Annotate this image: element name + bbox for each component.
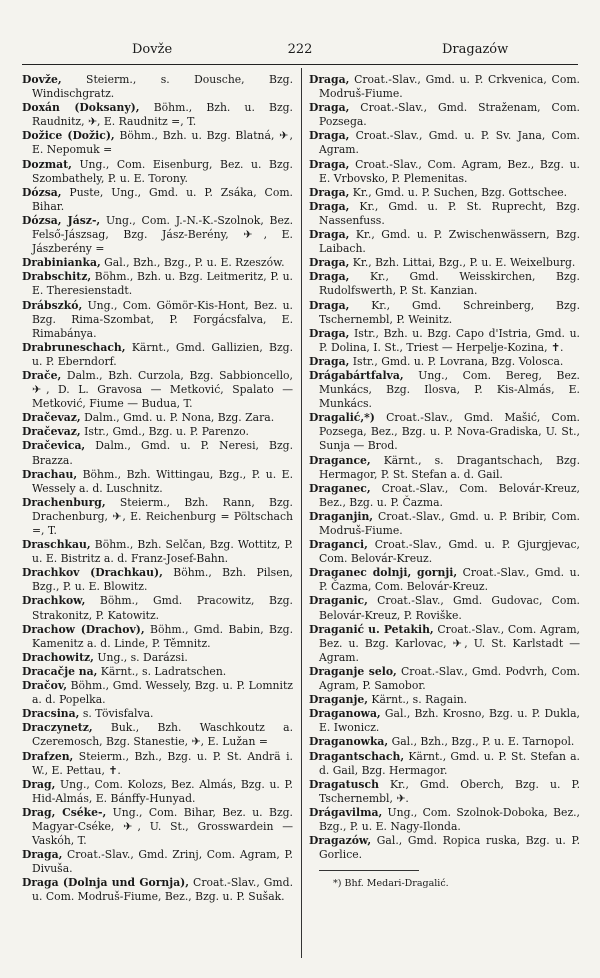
header-right-word: Dragazów xyxy=(442,42,509,57)
gazetteer-entry xyxy=(22,256,293,270)
entry-headword: Drafzen, xyxy=(22,749,74,763)
entry-headword: Dračov, xyxy=(22,679,67,693)
entry-headword: Draczynetz, xyxy=(22,721,93,735)
entry-headword: Drachowitz, xyxy=(22,650,94,664)
entry-description: Ung., Com. Bihar, Bez. u. Bzg. Magyar-Cséke, ✈, U. St., Grosswardein — Vaskóh, T. xyxy=(32,805,293,848)
entry-description: Böhm., Bzh. Pilsen, Bzg., P. u. E. Blowitz. xyxy=(32,566,293,594)
right-column-entries xyxy=(309,73,580,862)
entry-description: Croat.-Slav., Gmd. Mašić, Com. Pozsega, Bez., Bzg. u. P. Nova-Gradiska, U. St., Sunja — Brod. xyxy=(319,411,580,453)
gazetteer-entry xyxy=(309,129,580,157)
entry-description: Dalm., Gmd. u. P. Nona, Bzg. Zara. xyxy=(80,411,275,425)
entry-headword: Draganic, xyxy=(309,594,368,608)
gazetteer-entry xyxy=(22,594,293,622)
entry-headword: Draga, xyxy=(309,270,350,284)
gazetteer-entry xyxy=(309,256,580,270)
entry-headword: Draga, xyxy=(309,354,350,368)
gazetteer-entry xyxy=(309,228,580,256)
gazetteer-entry xyxy=(309,566,580,594)
entry-headword: Drágavilma, xyxy=(309,805,383,819)
right-column xyxy=(309,73,580,891)
entry-headword: Draganowka, xyxy=(309,735,389,749)
gazetteer-entry xyxy=(22,679,293,707)
gazetteer-entry xyxy=(22,439,293,467)
entry-headword: Draganec dolnji, gornji, xyxy=(309,566,458,580)
gazetteer-entry xyxy=(309,327,580,355)
entry-headword: Drachkow, xyxy=(22,594,86,608)
entry-headword: Dragatusch xyxy=(309,777,379,791)
entry-description: Böhm., Bzh. Wittingau, Bzg., P. u. E. Wessely a. d. Luschnitz. xyxy=(32,467,293,495)
gazetteer-entry xyxy=(22,411,293,425)
gazetteer-entry xyxy=(309,806,580,834)
entry-headword: Dragazów, xyxy=(309,834,372,848)
entry-description: Croat.-Slav., Gmd. u. P. Sv. Jana, Com. Agram. xyxy=(319,129,580,157)
gazetteer-entry xyxy=(22,158,293,186)
entry-headword: Draganowa, xyxy=(309,707,381,721)
entry-headword: Draga, xyxy=(22,848,63,862)
header-left-word: Dovže xyxy=(132,42,173,57)
gazetteer-entry xyxy=(309,200,580,228)
entry-headword: Drachau, xyxy=(22,467,78,481)
entry-description: Böhm., Bzh. Selčan, Bzg. Wottitz, P. u. E. Bistritz a. d. Franz-Josef-Bahn. xyxy=(32,538,293,566)
entry-description: Ung., Com. Bereg, Bez. Munkács, Bzg. Ilosva, P. Kis-Almás, E. Munkács. xyxy=(319,368,580,411)
entry-headword: Draga, xyxy=(309,256,350,270)
entry-description: Istr., Gmd. u. P. Lovrana, Bzg. Volosca. xyxy=(349,354,564,368)
entry-description: Croat.-Slav., Gmd. u. P. Čazma, Com. Belovár-Kreuz. xyxy=(319,566,580,594)
gazetteer-entry xyxy=(22,214,293,256)
entry-headword: Dragantschach, xyxy=(309,749,405,763)
entry-headword: Dracačje na, xyxy=(22,664,98,678)
page-header xyxy=(22,40,578,60)
entry-description: Croat.-Slav., Com. Agram, Bez. u. Bzg. Karlovac, ✈, U. St. Karlstadt — Agram. xyxy=(319,622,580,664)
entry-headword: Draga, xyxy=(309,157,350,171)
entry-description: Gal., Bzh., Bzg., P. u. E. Rzeszów. xyxy=(100,256,285,270)
gazetteer-entry xyxy=(309,594,580,622)
entry-headword: Draschkau, xyxy=(22,538,91,552)
entry-headword: Dózsa, xyxy=(22,185,62,199)
gazetteer-entry xyxy=(22,270,293,298)
entry-headword: Draga, xyxy=(309,73,350,86)
gazetteer-entry xyxy=(309,186,580,200)
entry-headword: Drabinianka, xyxy=(22,256,101,270)
entry-description: Croat.-Slav., Gmd. u. P. Crkvenica, Com. Modruš-Fiume. xyxy=(319,73,580,101)
gazetteer-entry xyxy=(309,693,580,707)
entry-description: Kr., Gmd. Schreinberg, Bzg. Tschernembl, P. Weinitz. xyxy=(319,298,580,326)
entry-headword: Dračevaz, xyxy=(22,411,81,425)
entry-description: Croat.-Slav., Gmd. Straženam, Com. Pozsega. xyxy=(319,101,580,129)
gazetteer-entry xyxy=(309,299,580,327)
entry-headword: Dožice (Dožic), xyxy=(22,129,115,143)
entry-description: Ung., Com. Gömör-Kis-Hont, Bez. u. Bzg. Rima-Szombat, P. Forgácsfalva, E. Rimabánya. xyxy=(32,298,293,340)
gazetteer-entry xyxy=(22,101,293,129)
gazetteer-entry xyxy=(309,510,580,538)
entry-description: Kr., Gmd. Weisskirchen, Bzg. Rudolfswerth, P. St. Kanzian. xyxy=(319,270,580,298)
entry-description: Croat.-Slav., Gmd. Gudovac, Com. Belovár-Kreuz, P. Roviške. xyxy=(319,594,580,622)
entry-description: Böhm., Gmd. Wessely, Bzg. u. P. Lomnitz a. d. Popelka. xyxy=(32,679,293,707)
entry-description: Croat.-Slav., Com. Belovár-Kreuz, Bez., Bzg. u. P. Čazma. xyxy=(319,481,580,509)
entry-description: Istr., Gmd., Bzg. u. P. Parenzo. xyxy=(80,425,249,439)
gazetteer-entry xyxy=(309,538,580,566)
entry-description: Dalm., Gmd. u. P. Neresi, Bzg. Brazza. xyxy=(32,439,293,467)
entry-headword: Drabruneschach, xyxy=(22,340,126,354)
footnote-rule xyxy=(319,870,419,871)
entry-headword: Draganec, xyxy=(309,481,371,495)
entry-headword: Draganci, xyxy=(309,538,368,552)
entry-description: Ung., Com. Szolnok-Doboka, Bez., Bzg., P. u. E. Nagy-Ilonda. xyxy=(319,805,580,833)
entry-headword: Drágabártfalva, xyxy=(309,368,404,382)
entry-description: s. Tövisfalva. xyxy=(79,707,154,721)
entry-description: Gal., Bzh., Bzg., P. u. E. Tarnopol. xyxy=(388,735,575,749)
gazetteer-entry xyxy=(309,270,580,298)
entry-description: Kärnt., Gmd. Gallizien, Bzg. u. P. Eberndorf. xyxy=(32,340,293,368)
entry-headword: Dračevica, xyxy=(22,439,86,453)
entry-description: Kr., Gmd. u. P. Suchen, Bzg. Gottschee. xyxy=(349,185,568,199)
entry-description: Böhm., Gmd. Pracowitz, Bzg. Strakonitz, P. Katowitz. xyxy=(32,594,293,622)
entry-headword: Drachenburg, xyxy=(22,495,106,509)
entry-description: Kärnt., s. Dragantschach, Bzg. Hermagor, P. St. Stefan a. d. Gail. xyxy=(319,453,580,481)
entry-description: Steierm., Bzh., Bzg. u. P. St. Andrä i. W., E. Pettau, ✝. xyxy=(32,749,293,777)
entry-headword: Drag, Cséke-, xyxy=(22,805,107,819)
entry-description: Kärnt., s. Ladratschen. xyxy=(97,664,227,678)
entry-description: Croat.-Slav., Gmd. u. P. Bribir, Com. Modruš-Fiume. xyxy=(319,509,580,537)
entry-description: Puste, Ung., Gmd. u. P. Zsáka, Com. Bihar. xyxy=(32,185,293,213)
gazetteer-entry xyxy=(309,834,580,862)
entry-headword: Drag, xyxy=(22,777,56,791)
gazetteer-entry xyxy=(22,806,293,848)
entry-description: Kärnt., Gmd. u. P. St. Stefan a. d. Gail, Bzg. Hermagor. xyxy=(319,749,580,777)
gazetteer-entry xyxy=(22,468,293,496)
entry-description: Kärnt., s. Ragain. xyxy=(367,693,468,707)
gazetteer-entry xyxy=(309,101,580,129)
gazetteer-entry xyxy=(309,454,580,482)
entry-headword: Doxán (Doksany), xyxy=(22,101,140,115)
gazetteer-entry xyxy=(22,538,293,566)
gazetteer-entry xyxy=(22,186,293,214)
entry-description: Croat.-Slav., Com. Agram, Bez., Bzg. u. E. Vrbovsko, P. Plemenitas. xyxy=(319,157,580,185)
entry-headword: Dragance, xyxy=(309,453,371,467)
entry-headword: Draganić u. Petakih, xyxy=(309,622,434,636)
column-divider xyxy=(301,68,302,958)
footnote: *) Bhf. Medari-Dragalić. xyxy=(333,878,449,890)
entry-headword: Draga, xyxy=(309,185,350,199)
gazetteer-entry xyxy=(22,369,293,411)
entry-headword: Drachow (Drachov), xyxy=(22,622,145,636)
gazetteer-entry xyxy=(22,566,293,594)
gazetteer-entry xyxy=(22,496,293,538)
entry-description: Kr., Gmd. Oberch, Bzg. u. P. Tschernembl, ✈. xyxy=(319,777,580,805)
entry-description: Gal., Gmd. Ropica ruska, Bzg. u. P. Gorlice. xyxy=(319,834,580,862)
entry-description: Kr., Gmd. u. P. Zwischenwässern, Bzg. Laibach. xyxy=(319,228,580,256)
entry-description: Ung., Com. Kolozs, Bez. Almás, Bzg. u. P. Hid-Almás, E. Bánffy-Hunyad. xyxy=(32,777,293,805)
entry-headword: Draganje selo, xyxy=(309,664,397,678)
entry-headword: Dracsina, xyxy=(22,707,80,721)
gazetteer-entry xyxy=(309,369,580,411)
header-rule xyxy=(22,64,578,65)
gazetteer-entry xyxy=(22,848,293,876)
gazetteer-entry xyxy=(22,73,293,101)
gazetteer-entry xyxy=(309,158,580,186)
entry-headword: Draga, xyxy=(309,129,350,143)
entry-description: Buk., Bzh. Waschkoutz a. Czeremosch, Bzg. Stanestie, ✈, E. Lužan = xyxy=(32,721,293,749)
entry-headword: Dračevaz, xyxy=(22,425,81,439)
entry-headword: Dovže, xyxy=(22,73,62,86)
entry-description: Ung., Com. Eisenburg, Bez. u. Bzg. Szombathely, P. u. E. Torony. xyxy=(32,157,293,185)
entry-description: Croat.-Slav., Gmd. Zrinj, Com. Agram, P. Divuša. xyxy=(32,848,293,876)
entry-description: Ung., s. Darázsi. xyxy=(93,650,188,664)
entry-headword: Drabschitz, xyxy=(22,270,92,284)
entry-description: Croat.-Slav., Gmd. u. P. Gjurgjevac, Com. Belovár-Kreuz. xyxy=(319,538,580,566)
entry-headword: Draga, xyxy=(309,326,350,340)
entry-headword: Drábszkó, xyxy=(22,298,83,312)
gazetteer-entry xyxy=(22,750,293,778)
entry-headword: Dózsa, Jász-, xyxy=(22,213,101,227)
gazetteer-entry xyxy=(22,425,293,439)
entry-description: Böhm., Bzh. u. Bzg. Leitmeritz, P. u. E. Theresienstadt. xyxy=(32,270,293,298)
gazetteer-entry xyxy=(22,623,293,651)
gazetteer-entry xyxy=(22,707,293,721)
entry-description: Böhm., Bzh. u. Bzg. Raudnitz, ✈, E. Raudnitz =, T. xyxy=(32,101,293,129)
entry-headword: Dozmat, xyxy=(22,157,72,171)
left-column xyxy=(22,73,293,905)
gazetteer-entry xyxy=(309,665,580,693)
page-number: 222 xyxy=(287,42,313,57)
entry-description: Istr., Bzh. u. Bzg. Capo d'Istria, Gmd. u. P. Dolina, I. St., Triest — Herpelje-Kozina, ✝. xyxy=(319,326,580,354)
entry-description: Dalm., Bzh. Curzola, Bzg. Sabbioncello, ✈, D. L. Gravosa — Metković, Spalato — Metković, Fiume — Budua, T. xyxy=(32,368,293,411)
entry-headword: Draga, xyxy=(309,101,350,115)
gazetteer-entry xyxy=(309,623,580,665)
gazetteer-entry xyxy=(309,750,580,778)
gazetteer-entry xyxy=(22,651,293,665)
gazetteer-entry xyxy=(22,341,293,369)
gazetteer-entry xyxy=(22,778,293,806)
entry-headword: Draganje, xyxy=(309,693,368,707)
entry-headword: Draga, xyxy=(309,228,350,242)
entry-description: Kr., Bzh. Littai, Bzg., P. u. E. Weixelburg. xyxy=(349,256,576,270)
gazetteer-entry xyxy=(22,721,293,749)
entry-description: Croat.-Slav., Gmd. u. Com. Modruš-Fiume, Bez., Bzg. u. P. Sušak. xyxy=(32,876,293,904)
gazetteer-entry xyxy=(309,73,580,101)
gazetteer-entry xyxy=(22,665,293,679)
entry-description: Böhm., Bzh. u. Bzg. Blatná, ✈, E. Nepomuk = xyxy=(32,129,293,157)
gazetteer-entry xyxy=(309,735,580,749)
entry-description: Gal., Bzh. Krosno, Bzg. u. P. Dukla, E. Iwonicz. xyxy=(319,707,580,735)
entry-headword: Draga, xyxy=(309,199,350,213)
gazetteer-entry xyxy=(309,778,580,806)
entry-description: Ung., Com. J.-N.-K.-Szolnok, Bez. Felső-Jászsag, Bzg. Jász-Berény, ✈, E. Jászberény = xyxy=(32,213,294,256)
gazetteer-entry xyxy=(309,482,580,510)
gazetteer-entry xyxy=(309,707,580,735)
gazetteer-entry xyxy=(22,876,293,904)
entry-description: Croat.-Slav., Gmd. Podvrh, Com. Agram, P. Samobor. xyxy=(319,664,580,693)
entry-description: Steierm., s. Dousche, Bzg. Windischgratz. xyxy=(32,73,293,101)
entry-headword: Draga (Dolnja und Gornja), xyxy=(22,876,190,890)
entry-headword: Dragalić,*) xyxy=(309,411,375,425)
entry-headword: Drachkov (Drachkau), xyxy=(22,566,163,580)
entry-description: Böhm., Gmd. Babin, Bzg. Kamenitz a. d. Linde, P. Těmnitz. xyxy=(32,622,293,650)
entry-headword: Draganjin, xyxy=(309,509,374,523)
gazetteer-entry xyxy=(309,355,580,369)
gazetteer-entry xyxy=(309,411,580,453)
entry-description: Kr., Gmd. u. P. St. Ruprecht, Bzg. Nassenfuss. xyxy=(319,199,580,227)
gazetteer-entry xyxy=(22,299,293,341)
entry-description: Steierm., Bzh. Rann, Bzg. Drachenburg, ✈, E. Reichenburg = Pöltschach =, T. xyxy=(32,495,293,537)
gazetteer-entry xyxy=(22,129,293,157)
entry-headword: Draga, xyxy=(309,298,350,312)
entry-headword: Drače, xyxy=(22,368,62,382)
